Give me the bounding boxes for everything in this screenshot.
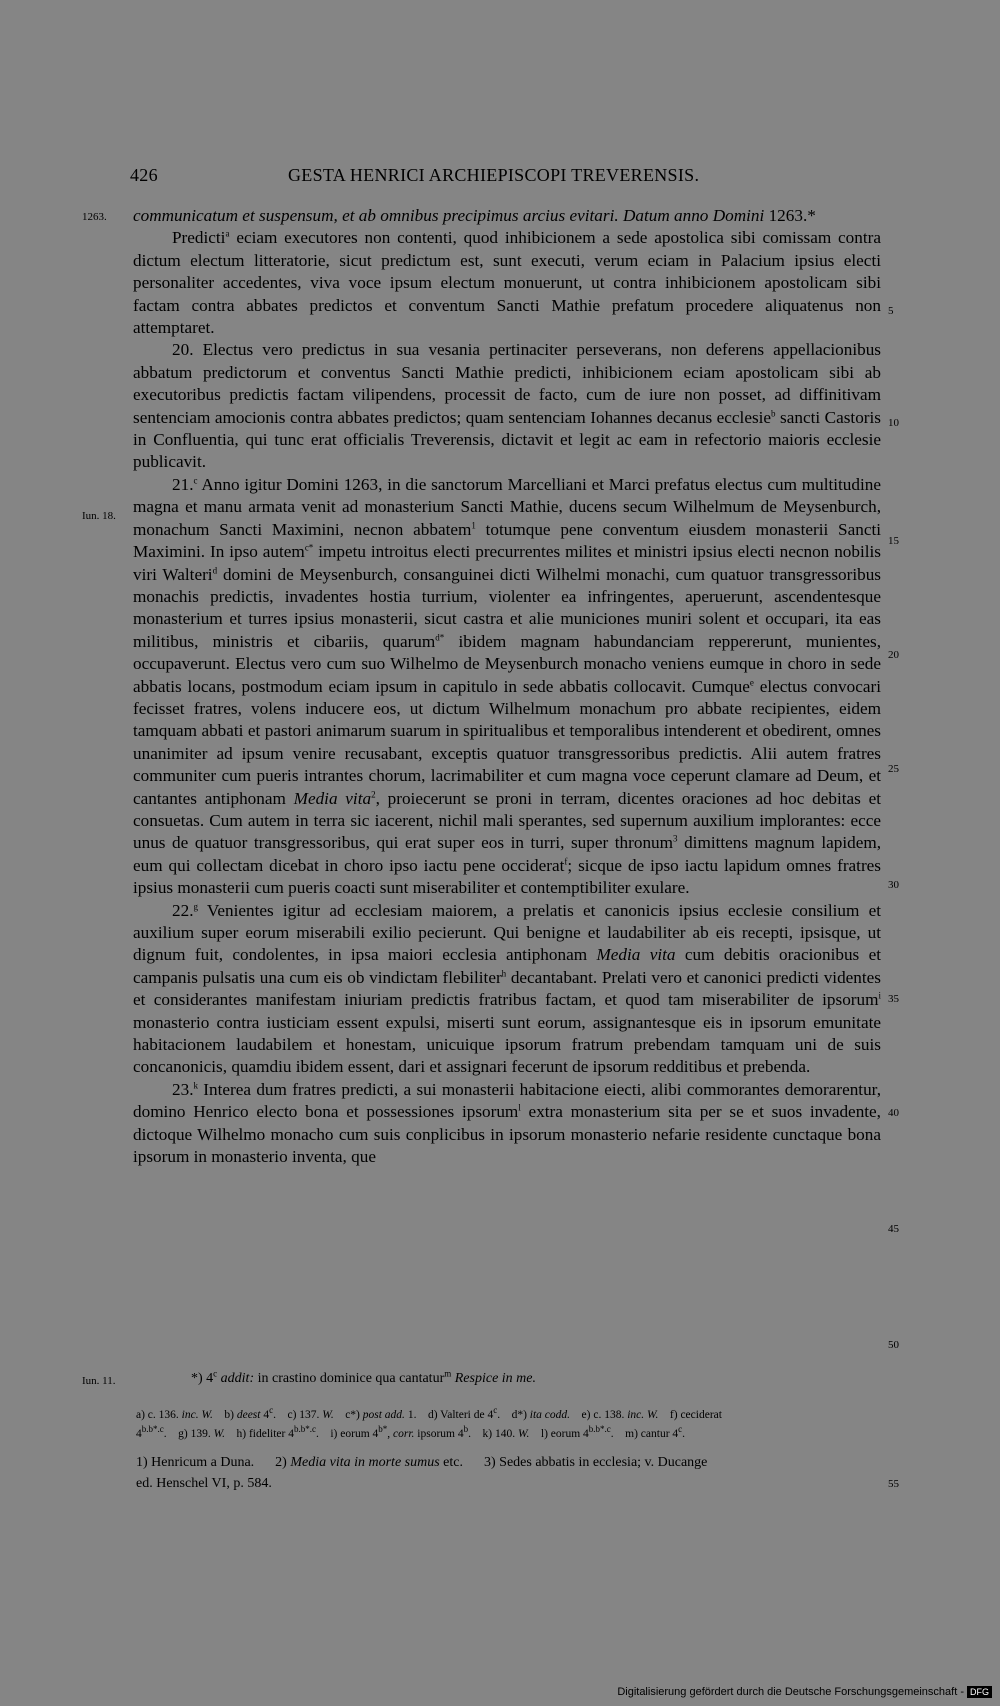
page-number: 426 [130, 165, 158, 185]
paragraph: Predicti$^a$ eciam executores non contenti, quod inhibicionem a sede apostolica sibi comissam contra dictum electum litteratorie, sicut predictum est, sunt executi, verum eciam in Palacium ipsius electi personaliter accedentes, viva voce ipsum electum monuerunt, ut contra inhibicionem apostolicam sibi factam contra abbates predictos et conventum Sancti Mathie prefatum procedere aliquatenus non attemptaret. [133, 228, 881, 338]
line-number: 10 [888, 417, 899, 429]
paragraph: 22.$^g$ Venientes igitur ad ecclesiam maiorem, a prelatis et canonicis ipsius ecclesie consilium et auxilium super eorum miserabili exilio pecierunt. Qui benigne et laudabiliter ab eis recepti, ipsisque, ut dignum fuit, condolentes, in ipsa maiori ecclesia antiphonam Media vita cum debitis oracionibus et campanis pulsatis una cum eis ob vindictam flebiliter$^h$ decantabant. Prelati vero et canonici predicti videntes et considerantes manifestam iniuriam predictis fratribus factam, et quod tam miserabiliter de ipsorum$^i$ monasterio contra iusticiam essent expulsi, miserti sunt eorum, assignantesque eis in ipsorum emunitate habitacionem laudabilem et honestam, unicuique ipsorum fratrum prebendam tamquam uni de suis concanonicis, quamdiu ibidem essent, dari et assignari fecerunt de ipsorum redditibus et prebenda. [133, 900, 882, 1077]
footnote-star: *) 4$^c$ addit: in crastino dominice qua cantatur$^m$ Respice in me. [191, 1368, 536, 1386]
margin-date: Iun. 11. [82, 1375, 116, 1387]
dfg-logo: DFG [967, 1686, 992, 1698]
line-number: 35 [888, 993, 899, 1005]
line-number: 20 [888, 649, 899, 661]
line-number: 40 [888, 1107, 899, 1119]
source-note-line: 1) Henricum a Duna. 2) Media vita in morte sumus etc. 3) Sedes abbatis in ecclesia; v. Ducange [136, 1455, 708, 1470]
paragraph: communicatum et suspensum, et ab omnibus precipimus arcius evitari. Datum anno Domini 1263.* [133, 206, 816, 225]
line-number: 55 [888, 1478, 899, 1490]
line-number: 30 [888, 879, 899, 891]
margin-year: 1263. [82, 211, 107, 223]
paragraph: 21.$^c$ Anno igitur Domini 1263, in die sanctorum Marcelliani et Marci prefatus electus cum multitudine magna et manu armata venit ad monasterium Sancti Mathie, ducens secum Wilhelmum de Meysenburch, monachum Sancti Maximini, necnon abbatem$^1$ totumque pene conventum eiusdem monasterii Sancti Maximini. In ipso autem$^{c*}$ impetu introitus electi precurrentes milites et ministri ipsius electi necnon nobilis viri Walteri$^d$ domini de Meysenburch, consanguinei dicti Wilhelmi monachi, cum quatuor transgressoribus monachis predictis, invadentes hostia turrium, violenter ea infringentes, aperuerunt, ascendentesque monasterium et turres ipsius monasterii, sicut castra et alie municiones muniri solent et occupari, ita eas militibus, ministris et cibariis, quarum$^{d*}$ ibidem magnam habundanciam reppererunt, munientes, occupaverunt. Electus vero cum suo Wilhelmo de Meysenburch monacho veniens eumque in choro in sede abbatis locans, postmodum eciam ipsum in capitulo in sede abbatis collocavit. Cumque$^e$ electus convocari fecisset fratres, volens inducere eos, ut dictum Wilhelmum monachum pro abbate recipientes, eidem tamquam abbati et pastori animarum suarum in spiritualibus et temporalibus intenderent et obedirent, omnes unanimiter ad ipsum venire recusabant, exceptis quatuor transgressoribus predictis. Alii autem fratres communiter cum pueris intrantes chorum, lacrimabiliter et cum magna voce ceperunt clamare ad Deum, et cantantes antiphonam Media vita$^2$, proiecerunt se proni in terram, dicentes oraciones ad hoc debitas et consuetas. Cum autem in terra sic iacerent, nichil mali sperantes, sed supernum auxilium implorantes: ecce unus de quatuor transgressoribus, qui erat super eos in turri, super thronum$^3$ dimittens magnum lapidem, eum qui collectam dicebat in choro ipso iactu pene occiderat$^f$; sicque de ipso iactu lapidum omnes fratres ipsius monasterii cum pueris coacti sunt miserabiliter et contemptibiliter exulare. [133, 474, 881, 898]
line-number: 50 [888, 1339, 899, 1351]
digitization-credit [0, 1686, 992, 1698]
line-number: 5 [888, 305, 894, 317]
paragraph: 20. Electus vero predictus in sua vesania pertinaciter perseverans, non deferens appellacionibus abbatum predictorum et conventus Sancti Mathie predicti, inhibicionem eciam apostolicam sibi ab executoribus predictis factam vilipendens, processit de facto, cum de iure non posset, ad diffinitivam sentenciam amocionis contra abbates predictos; quam sentenciam Iohannes decanus ecclesie$^b$ sancti Castoris in Confluentia, qui tunc erat officialis Treverensis, dictavit et legit ac eam in refectorio maioris ecclesie publicavit. [133, 340, 881, 472]
credit-text: Digitalisierung gefördert durch die Deutsche Forschungsgemeinschaft - [617, 1686, 964, 1698]
line-number: 15 [888, 535, 899, 547]
running-title: GESTA HENRICI ARCHIEPISCOPI TREVERENSIS. [288, 165, 700, 185]
variant-apparatus-line: $4^{b.b*.c}$. g) 139. W. h) fideliter $4^{b.b*.c}$. i) eorum $4^{b*}$, corr. ipsorum 4$^b$. k) 140. W. l) eorum $4^{b.b*.c}$. m) cantur 4$^c$. [136, 1424, 686, 1440]
paragraph: 23.$^k$ Interea dum fratres predicti, a sui monasterii habitacione eiecti, alibi commorantes demorarentur, domino Henrico electo bona et possessiones ipsorum$^l$ extra monasterium sita per se et suos invadente, dictoque Wilhelmo monacho cum suis conplicibus in ipsorum monasterio nefarie residente cunctaque bona ipsorum in monasterio inventa, que [133, 1079, 881, 1167]
source-note-line: ed. Henschel VI, p. 584. [136, 1476, 272, 1491]
variant-apparatus-line: a) c. 136. inc. W. b) deest 4$^c$. c) 137. W. c*) post add. 1. d) Valteri de 4$^c$. d*) ita codd. e) c. 138. inc. W. f) ceciderat [136, 1405, 722, 1421]
line-number: 45 [888, 1223, 899, 1235]
margin-date: Iun. 18. [82, 510, 116, 522]
line-number: 25 [888, 763, 899, 775]
main-text [133, 205, 881, 1168]
